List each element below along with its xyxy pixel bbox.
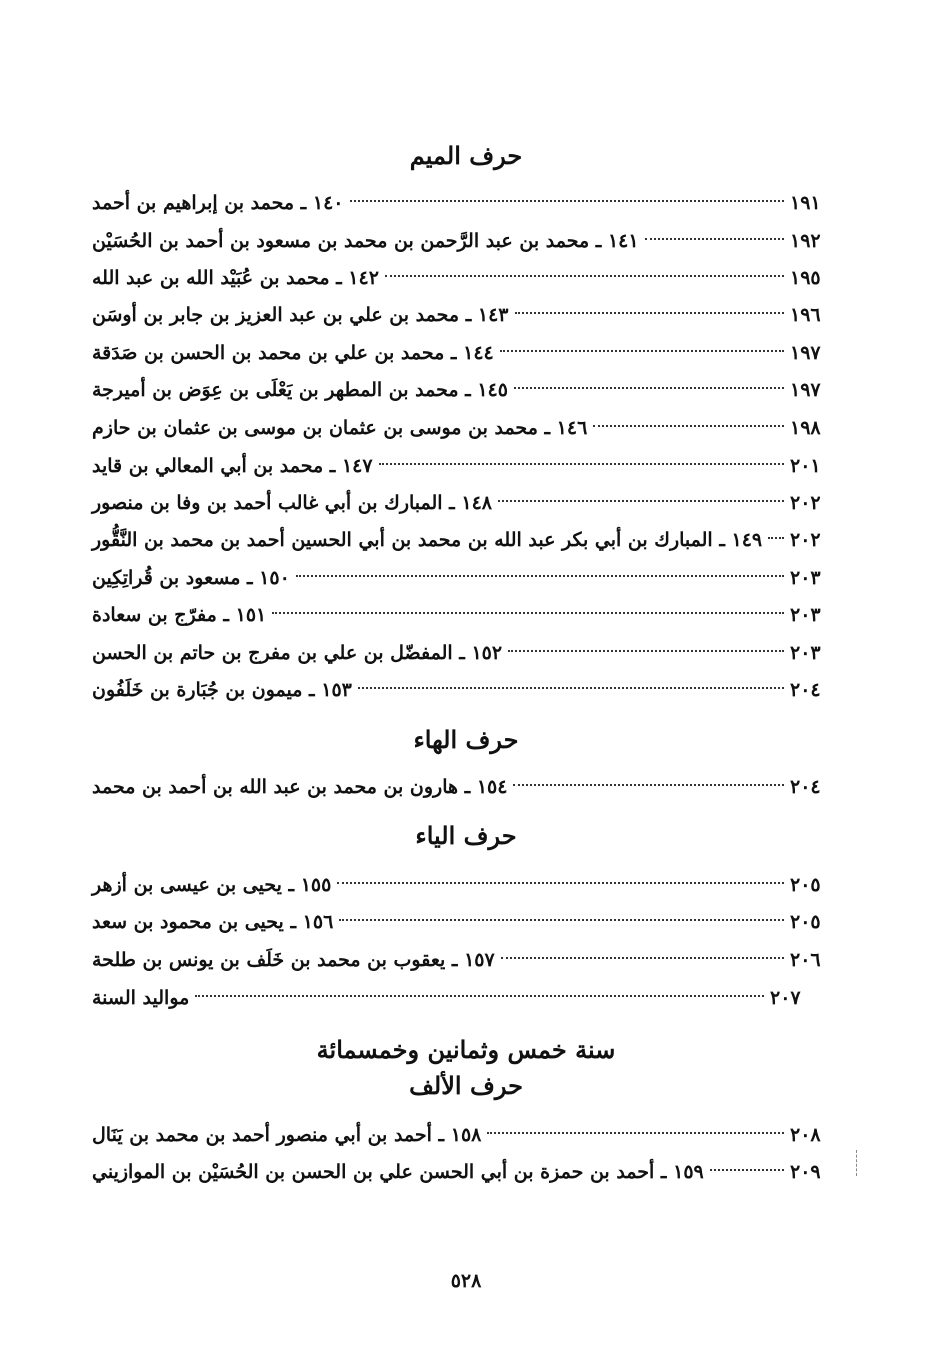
page-ref: ٢٠٢ — [790, 529, 821, 551]
dot-leader — [195, 994, 764, 997]
page-ref: ٢٠٥ — [790, 911, 821, 933]
entry-text: ١٤٢ ـ محمد بن عُبَيْد الله بن عبد الله — [92, 267, 379, 289]
dot-leader — [501, 956, 784, 959]
entry-text: ١٤٨ ـ المبارك بن أبي غالب أحمد بن وفا بن منصور — [92, 492, 492, 514]
entry-text: ١٤٣ ـ محمد بن علي بن عبد العزيز بن جابر بن أوسَن — [92, 304, 509, 326]
entry-text: ١٤٠ ـ محمد بن إبراهيم بن أحمد — [92, 192, 344, 214]
toc-entry — [92, 411, 840, 445]
toc-entry — [92, 981, 820, 1015]
entry-text: ١٤٧ ـ محمد بن أبي المعالي بن قايد — [92, 455, 373, 477]
page-ref: ١٩٢ — [790, 230, 821, 252]
dot-leader — [350, 199, 785, 202]
dot-leader — [515, 311, 785, 314]
toc-entry — [92, 770, 840, 804]
page-ref: ١٩١ — [790, 192, 821, 214]
margin-mark — [856, 1150, 857, 1176]
entry-text: ١٤٥ ـ محمد بن المطهر بن يَعْلَى بن عِوَض بن أميرجة — [92, 379, 508, 401]
dot-leader — [710, 1168, 784, 1171]
entry-text: ١٥٧ ـ يعقوب بن محمد بن خَلَف بن يونس بن طلحة — [92, 949, 495, 971]
toc-entry — [92, 523, 840, 557]
dot-leader — [508, 649, 784, 652]
entry-text: ١٤١ ـ محمد بن عبد الرَّحمن بن محمد بن مسعود بن أحمد بن الحُسَيْن — [92, 230, 639, 252]
entry-text: ١٥٦ ـ يحيى بن محمود بن سعد — [92, 911, 334, 933]
toc-entry — [92, 336, 840, 370]
toc-entry — [92, 449, 840, 483]
dot-leader — [513, 783, 784, 786]
page-ref: ٢٠٤ — [790, 679, 821, 701]
dot-leader — [296, 574, 784, 577]
entry-text: مواليد السنة — [92, 987, 190, 1009]
dot-leader — [272, 611, 784, 614]
dot-leader — [645, 237, 784, 240]
toc-entry — [92, 868, 840, 902]
toc-entry — [92, 598, 840, 632]
page-ref: ٢٠٨ — [790, 1124, 821, 1146]
page-ref: ٢٠٣ — [790, 604, 821, 626]
dot-leader — [339, 918, 784, 921]
entry-text: ١٤٤ ـ محمد بن علي بن محمد بن الحسن بن صَدَقة — [92, 342, 494, 364]
entry-text: ١٥٠ ـ مسعود بن قُراتِكِين — [92, 567, 290, 589]
toc-entry — [92, 1155, 840, 1189]
page-ref: ١٩٥ — [790, 267, 821, 289]
toc-entry — [92, 673, 840, 707]
toc-entry — [92, 905, 840, 939]
page-ref: ٢٠٣ — [790, 567, 821, 589]
toc-entry — [92, 636, 840, 670]
year-heading: سنة خمس وثمانين وخمسمائة — [316, 1035, 616, 1064]
dot-leader — [358, 686, 784, 689]
page-ref: ٢٠١ — [790, 455, 821, 477]
page-ref: ٢٠٦ — [790, 949, 821, 971]
toc-entry — [92, 261, 840, 295]
page-ref: ٢٠٢ — [790, 492, 821, 514]
entry-text: ١٥٤ ـ هارون بن محمد بن عبد الله بن أحمد بن محمد — [92, 776, 508, 798]
entry-text: ١٤٦ ـ محمد بن موسى بن عثمان بن موسى بن عثمان بن حازم — [92, 417, 588, 439]
toc-entry — [92, 943, 840, 977]
toc-entry — [92, 224, 840, 258]
page-ref: ٢٠٤ — [790, 776, 821, 798]
entry-text: ١٥٩ ـ أحمد بن حمزة بن أبي الحسن علي بن الحسن بن الحُسَيْن بن الموازيني — [92, 1161, 704, 1183]
entry-text: ١٥٨ ـ أحمد بن أبي منصور أحمد بن محمد بن يَنَال — [92, 1124, 482, 1146]
toc-entry — [92, 298, 840, 332]
page-ref: ٢٠٩ — [790, 1161, 821, 1183]
dot-leader — [337, 881, 784, 884]
page-ref: ١٩٧ — [790, 342, 821, 364]
section-heading-yaa: حرف الياء — [415, 821, 517, 850]
dot-leader — [379, 462, 784, 465]
page-ref: ١٩٨ — [790, 417, 821, 439]
toc-entry — [92, 186, 840, 220]
dot-leader — [487, 1131, 784, 1134]
entry-text: ١٤٩ ـ المبارك بن أبي بكر عبد الله بن محمد بن أبي الحسين أحمد بن محمد بن النَّقُّور — [92, 529, 763, 551]
section-heading-alif: حرف الألف — [409, 1071, 523, 1100]
entry-text: ١٥٢ ـ المفضّل بن علي بن مفرج بن حاتم بن الحسن — [92, 642, 503, 664]
dot-leader — [500, 349, 784, 352]
page-ref: ٢٠٥ — [790, 874, 821, 896]
toc-entry — [92, 486, 840, 520]
entry-text: ١٥٥ ـ يحيى بن عيسى بن أزهر — [92, 874, 332, 896]
page-number: ٥٢٨ — [450, 1270, 482, 1292]
dot-leader — [768, 536, 784, 539]
dot-leader — [593, 424, 784, 427]
entry-text: ١٥١ ـ مفرّج بن سعادة — [92, 604, 267, 626]
dot-leader — [498, 499, 784, 502]
page-ref: ١٩٦ — [790, 304, 821, 326]
dot-leader — [514, 386, 784, 389]
section-heading-haa: حرف الهاء — [413, 725, 519, 754]
toc-entry — [92, 561, 840, 595]
section-heading-meem: حرف الميم — [409, 141, 523, 170]
toc-entry — [92, 1118, 840, 1152]
page-ref: ٢٠٣ — [790, 642, 821, 664]
page-ref: ١٩٧ — [790, 379, 821, 401]
toc-entry — [92, 373, 840, 407]
page-ref: ٢٠٧ — [770, 987, 801, 1009]
entry-text: ١٥٣ ـ ميمون بن جُبَارة بن خَلَفُون — [92, 679, 352, 701]
dot-leader — [385, 274, 784, 277]
